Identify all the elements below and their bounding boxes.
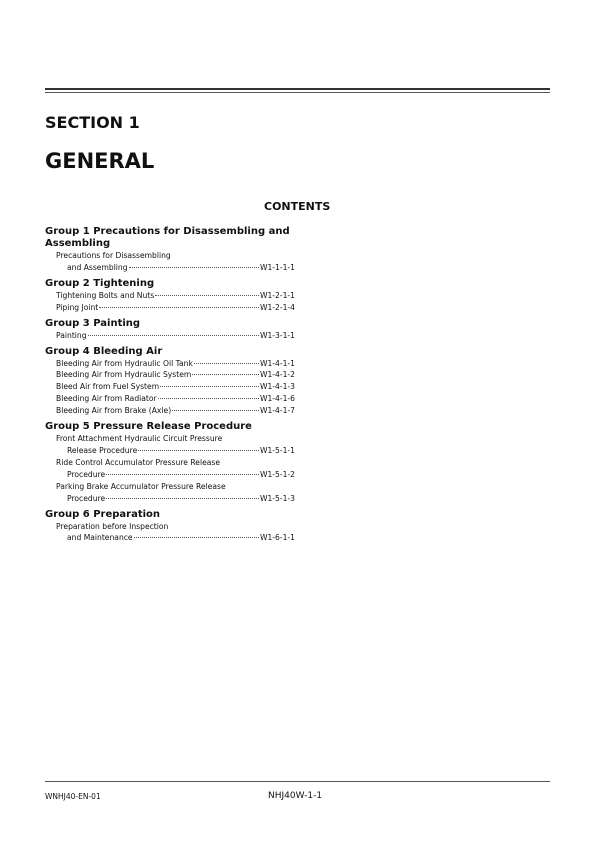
toc-page-ref: W1-5-1-2: [259, 469, 295, 479]
toc-leader-dots: [106, 474, 259, 475]
toc-group: [45, 421, 295, 504]
toc-page-ref: W1-4-1-6: [259, 394, 295, 404]
toc-page-ref: W1-3-1-1: [259, 330, 295, 340]
toc-entry[interactable]: [45, 393, 295, 405]
toc-leader-dots: [138, 450, 259, 451]
toc-leader-dots: [194, 363, 259, 364]
toc-group: [45, 318, 295, 342]
toc-entry[interactable]: [45, 493, 295, 505]
toc-group: [45, 509, 295, 545]
toc-page-ref: W1-4-1-7: [259, 406, 295, 416]
toc-leader-dots: [134, 537, 259, 538]
top-rule-thin: [45, 92, 550, 93]
toc-leader-dots: [88, 335, 259, 336]
toc-entry[interactable]: [45, 369, 295, 381]
toc-page-ref: W1-2-1-4: [259, 302, 295, 312]
toc-entry[interactable]: [45, 302, 295, 314]
toc-entry[interactable]: [45, 521, 295, 533]
toc-group-title: Group 1 Precautions for Disassembling and Assembling: [45, 226, 290, 249]
toc-entry-text: Tightening Bolts and Nuts: [56, 290, 155, 300]
toc-entry-text: Precautions for Disassembling: [56, 251, 171, 260]
toc-group-title: Group 6 Preparation: [45, 508, 161, 520]
contents-heading: CONTENTS: [264, 200, 331, 213]
toc-entry-text: Ride Control Accumulator Pressure Release: [56, 457, 221, 467]
toc-leader-dots: [158, 398, 259, 399]
toc-entry-text: Bleed Air from Fuel System: [56, 382, 160, 392]
toc-group-title: Group 2 Tightening: [45, 277, 155, 289]
toc-entry[interactable]: [45, 532, 295, 544]
toc-entry-text: Bleeding Air from Brake (Axle): [56, 406, 172, 416]
toc-leader-dots: [172, 410, 259, 411]
toc-page-ref: W1-4-1-3: [259, 382, 295, 392]
toc-entry-text: Procedure: [67, 493, 106, 503]
toc-entry[interactable]: [45, 330, 295, 342]
footer-rule: [45, 781, 550, 782]
toc-entry-text: Painting: [56, 330, 87, 340]
toc-page-ref: W1-4-1-1: [259, 358, 295, 368]
toc-leader-dots: [160, 386, 259, 387]
toc-page-ref: W1-4-1-2: [259, 370, 295, 380]
toc-entry-text: and Assembling: [67, 262, 128, 272]
toc-entry[interactable]: [45, 405, 295, 417]
toc-entry-text: Piping Joint: [56, 302, 99, 312]
toc-entry[interactable]: [45, 469, 295, 481]
toc-page-ref: W1-6-1-1: [259, 533, 295, 543]
toc-page-ref: W1-5-1-3: [259, 493, 295, 503]
toc-entry[interactable]: [45, 445, 295, 457]
toc-entry[interactable]: [45, 290, 295, 302]
footer-doc-code: WNHJ40-EN-01: [45, 792, 101, 801]
toc-group: [45, 278, 295, 314]
toc-entry[interactable]: [45, 250, 295, 262]
toc-entry-text: Front Attachment Hydraulic Circuit Pressure: [56, 434, 223, 444]
toc-page-ref: W1-1-1-1: [259, 262, 295, 272]
toc-group-title: Group 5 Pressure Release Procedure: [45, 421, 252, 433]
toc-page-ref: W1-5-1-1: [259, 445, 295, 455]
toc-leader-dots: [192, 374, 259, 375]
toc-entry-text: Procedure: [67, 469, 106, 479]
toc-leader-dots: [155, 295, 259, 296]
toc-entry[interactable]: [45, 381, 295, 393]
toc-entry-text: Parking Brake Accumulator Pressure Release: [56, 481, 226, 491]
toc-entry-text: Preparation before Inspection: [56, 521, 169, 531]
toc-entry[interactable]: [45, 457, 295, 469]
page-title: GENERAL: [45, 149, 155, 173]
table-of-contents: [45, 226, 295, 548]
toc-leader-dots: [129, 267, 259, 268]
top-rule-thick: [45, 88, 550, 90]
toc-page-ref: W1-2-1-1: [259, 290, 295, 300]
toc-entry-text: Release Procedure: [67, 445, 138, 455]
toc-entry[interactable]: [45, 262, 295, 274]
toc-entry-text: Bleeding Air from Hydraulic System: [56, 370, 192, 380]
toc-leader-dots: [106, 498, 259, 499]
footer-page-id: NHJ40W-1-1: [268, 791, 323, 801]
toc-entry-text: and Maintenance: [67, 533, 133, 543]
toc-group-title: Group 3 Painting: [45, 317, 141, 329]
toc-entry-text: Bleeding Air from Radiator: [56, 394, 157, 404]
toc-group-title: Group 4 Bleeding Air: [45, 345, 163, 357]
toc-group: [45, 226, 295, 274]
toc-entry-text: Bleeding Air from Hydraulic Oil Tank: [56, 358, 193, 368]
toc-group: [45, 346, 295, 418]
toc-leader-dots: [99, 307, 259, 308]
section-label: SECTION 1: [45, 113, 140, 132]
toc-entry[interactable]: [45, 481, 295, 493]
toc-entry[interactable]: [45, 358, 295, 370]
toc-entry[interactable]: [45, 433, 295, 445]
